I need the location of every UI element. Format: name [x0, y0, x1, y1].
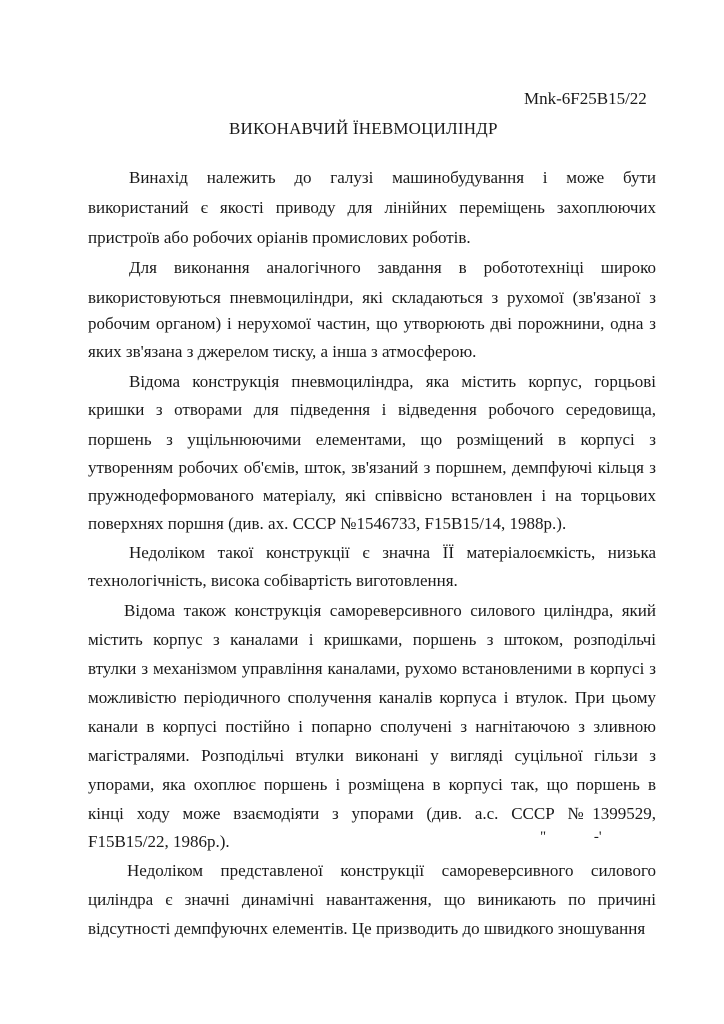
text-line: пружнодеформованого матеріалу, які співвісно встановлен і на торцьових [88, 486, 656, 505]
text-line: технологічність, висока собівартість виготовлення. [88, 571, 458, 590]
text-line: кінці ходу може взаємодіяти з упорами (див. а.с. СССР №1399529, [88, 804, 656, 823]
text-line: робочим органом) і нерухомої частин, що утворюють дві порожнини, одна з [88, 314, 656, 333]
text-line: відсутності демпфуючнх елементів. Це призводить до швидкого зношування [88, 919, 646, 938]
text-line: циліндра є значні динамічні навантаження, що виникають по причині [88, 890, 656, 909]
text-line: магістралями. Розподільчі втулки виконані у вигляді суцільної гільзи з [88, 746, 656, 765]
text-line: використовуються пневмоциліндри, які складаються з рухомої (зв'язаної з [88, 288, 656, 307]
document-code: Mnk-6F25B15/22 [524, 89, 647, 108]
text-line: можливістю періодичного сполучення каналів корпуса і втулок. При цьому [88, 688, 656, 707]
text-line: Для виконання аналогічного завдання в робототехніці широко [129, 258, 656, 277]
text-line: пристроїв або робочих оріанів промислових роботів. [88, 228, 471, 247]
text-line: F15B15/22, 1986р.). [88, 832, 230, 851]
text-line: канали в корпусі постійно і попарно сполучені з нагнітаючою з зливною [88, 717, 656, 736]
text-line: Недоліком такої конструкції є значна ЇЇ матеріалоємкість, низька [129, 543, 656, 562]
text-line: утворенням робочих об'ємів, шток, зв'язаний з поршнем, демпфуючі кільця з [88, 458, 656, 477]
text-line: Винахід належить до галузі машинобудування і може бути [129, 168, 656, 187]
text-line: яких зв'язана з джерелом тиску, а інша з атмосферою. [88, 342, 477, 361]
text-line: Недоліком представленої конструкції самореверсивного силового [127, 861, 656, 880]
text-line: використаний є якості приводу для лінійних переміщень захоплюючих [88, 198, 656, 217]
document-title: ВИКОНАВЧИЙ ЇНЕВМОЦИЛІНДР [229, 119, 498, 138]
text-line: Відома також конструкція самореверсивного силового циліндра, який [124, 601, 656, 620]
stray-marks: " -' [540, 829, 602, 845]
text-line: містить корпус з каналами і кришками, поршень з штоком, розподільчі [88, 630, 656, 649]
text-line: втулки з механізмом управління каналами, рухомо встановленими в корпусі з [88, 659, 656, 678]
text-line: Відома конструкція пневмоциліндра, яка містить корпус, горцьові [129, 372, 656, 391]
text-line: поршень з ущільнюючими елементами, що розміщений в корпусі з [88, 430, 656, 449]
text-line: упорами, яка охоплює поршень і розміщена в корпусі так, що поршень в [88, 775, 656, 794]
text-line: кришки з отворами для підведення і відведення робочого середовища, [88, 400, 656, 419]
text-line: поверхнях поршня (див. ах. СССР №1546733, F15B15/14, 1988р.). [88, 514, 567, 533]
